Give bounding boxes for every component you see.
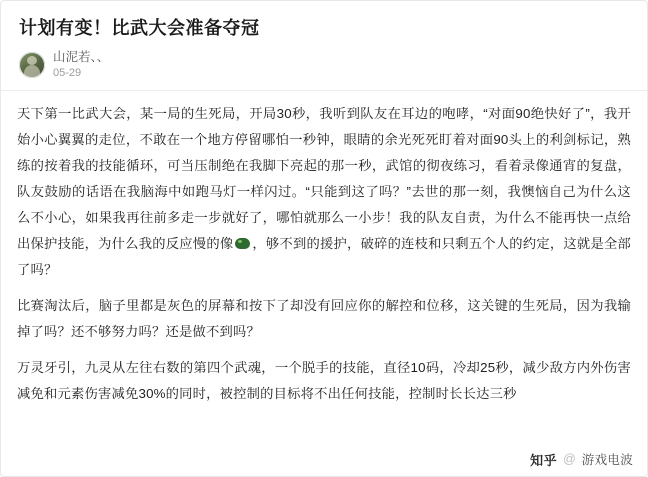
author-row[interactable] <box>1 46 647 88</box>
article-paragraph: 比赛淘汰后，脑子里都是灰色的屏幕和按下了却没有回应你的解控和位移，这关键的生死局，因为我输掉了吗？还不够努力吗？还是做不到吗？ <box>17 298 631 340</box>
page-title: 计划有变！比武大会准备夺冠 <box>19 18 260 38</box>
article-paragraph: 万灵牙引，九灵从左往右数的第四个武魂，一个脱手的技能，直径10码，冷却25秒，减少敌方内外伤害减免和元素伤害减免30%的同时，被控制的目标将不出任何技能，控制时长长达三秒 <box>17 360 631 402</box>
footer-brand <box>530 450 633 469</box>
sprout-emoji <box>235 238 250 249</box>
footer-bar <box>1 442 647 476</box>
article-body <box>1 91 647 407</box>
article-paragraph: 天下第一比武大会，某一局的生死局，开局30秒，我听到队友在耳边的咆哮，“对面90绝快好了”，我开始小心翼翼的走位，不敢在一个地方停留哪怕一秒钟，眼睛的余光死死盯着对面90头上的利剑标记，熟练的按着我的技能循环，可当压制绝在我脚下亮起的那一秒，武馆的彻夜练习，看着录像通宵的复盘，队友鼓励的话语在我脑海中如跑马灯一样闪过。“只能到这了吗？”去世的那一刻，我懊恼自己为什么这么不小心，如果我再往前多走一步就好了，哪怕就那么一小步！我的队友自责，为什么不能再快一点给出保护技能，为什么我的反应慢的像 ，够不到的援护，破碎的连枝和只剩五个人的约定，这就是全部了吗？ <box>17 106 631 278</box>
post-date: 05-29 <box>53 67 82 80</box>
author-meta <box>53 50 109 80</box>
brand-separator: @ <box>563 452 576 466</box>
brand-name: 游戏电波 <box>581 453 633 467</box>
zhihu-logo: 知乎 <box>530 452 558 468</box>
author-name[interactable]: 山泥若、、 <box>53 50 110 65</box>
avatar[interactable] <box>19 52 45 78</box>
